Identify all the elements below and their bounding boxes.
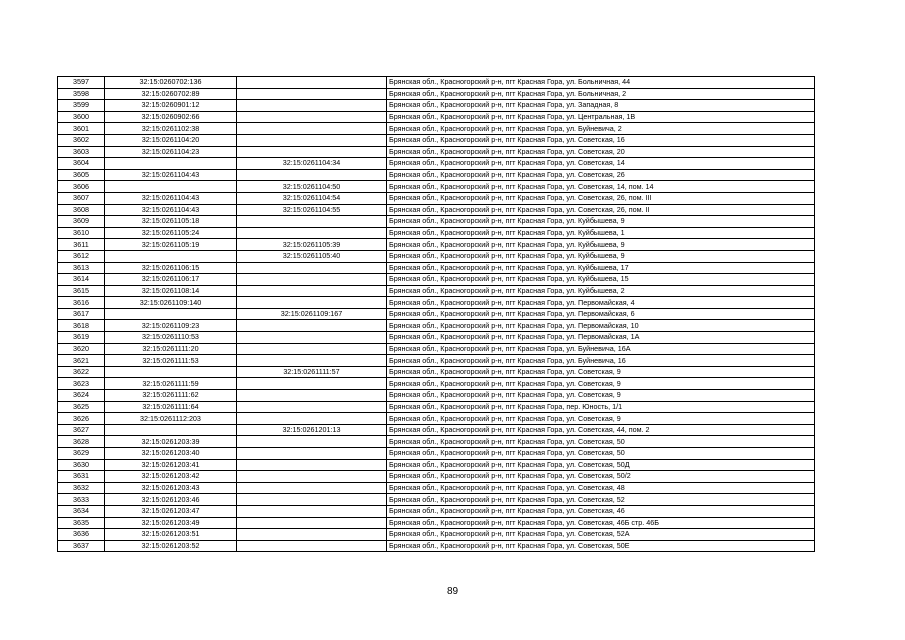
address-cell: Брянская обл., Красногорский р-н, пгт Красная Гора, ул. Буйневича, 2 [387, 123, 815, 135]
row-number-cell: 3631 [58, 471, 105, 483]
cadastral-number-cell: 32:15:0261108:14 [105, 285, 237, 297]
address-cell: Брянская обл., Красногорский р-н, пгт Красная Гора, ул. Западная, 8 [387, 100, 815, 112]
cadastral-number-cell: 32:15:0261203:47 [105, 505, 237, 517]
object-number-cell [237, 320, 387, 332]
table-row [58, 216, 815, 228]
table-row [58, 471, 815, 483]
cadastral-number-cell: 32:15:0261106:17 [105, 274, 237, 286]
cadastral-number-cell: 32:15:0261111:53 [105, 355, 237, 367]
address-cell: Брянская обл., Красногорский р-н, пгт Красная Гора, ул. Советская, 44, пом. 2 [387, 424, 815, 436]
address-cell: Брянская обл., Красногорский р-н, пгт Красная Гора, ул. Куйбышева, 15 [387, 274, 815, 286]
object-number-cell [237, 529, 387, 541]
object-number-cell [237, 88, 387, 100]
row-number-cell: 3622 [58, 366, 105, 378]
address-cell: Брянская обл., Красногорский р-н, пгт Красная Гора, ул. Советская, 26, пом. II [387, 204, 815, 216]
cadastral-number-cell [105, 308, 237, 320]
table-row [58, 123, 815, 135]
row-number-cell: 3619 [58, 332, 105, 344]
row-number-cell: 3626 [58, 413, 105, 425]
address-cell: Брянская обл., Красногорский р-н, пгт Красная Гора, пер. Юность, 1/1 [387, 401, 815, 413]
object-number-cell [237, 146, 387, 158]
address-cell: Брянская обл., Красногорский р-н, пгт Красная Гора, ул. Советская, 50 [387, 448, 815, 460]
address-cell: Брянская обл., Красногорский р-н, пгт Красная Гора, ул. Советская, 52А [387, 529, 815, 541]
row-number-cell: 3607 [58, 192, 105, 204]
object-number-cell [237, 505, 387, 517]
object-number-cell [237, 355, 387, 367]
row-number-cell: 3612 [58, 250, 105, 262]
row-number-cell: 3625 [58, 401, 105, 413]
table-row [58, 320, 815, 332]
row-number-cell: 3597 [58, 77, 105, 89]
object-number-cell [237, 216, 387, 228]
cadastral-number-cell: 32:15:0261104:43 [105, 204, 237, 216]
row-number-cell: 3604 [58, 158, 105, 170]
row-number-cell: 3617 [58, 308, 105, 320]
row-number-cell: 3637 [58, 540, 105, 552]
object-number-cell [237, 517, 387, 529]
row-number-cell: 3621 [58, 355, 105, 367]
row-number-cell: 3598 [58, 88, 105, 100]
cadastral-number-cell: 32:15:0261109:140 [105, 297, 237, 309]
object-number-cell [237, 540, 387, 552]
row-number-cell: 3636 [58, 529, 105, 541]
address-cell: Брянская обл., Красногорский р-н, пгт Красная Гора, ул. Больничная, 2 [387, 88, 815, 100]
cadastral-number-cell: 32:15:0260702:136 [105, 77, 237, 89]
address-cell: Брянская обл., Красногорский р-н, пгт Красная Гора, ул. Советская, 9 [387, 378, 815, 390]
address-cell: Брянская обл., Красногорский р-н, пгт Красная Гора, ул. Советская, 52 [387, 494, 815, 506]
address-cell: Брянская обл., Красногорский р-н, пгт Красная Гора, ул. Центральная, 1В [387, 111, 815, 123]
table-row [58, 459, 815, 471]
cadastral-number-cell: 32:15:0261203:51 [105, 529, 237, 541]
address-cell: Брянская обл., Красногорский р-н, пгт Красная Гора, ул. Буйневича, 16А [387, 343, 815, 355]
address-cell: Брянская обл., Красногорский р-н, пгт Красная Гора, ул. Первомайская, 6 [387, 308, 815, 320]
table-row [58, 134, 815, 146]
address-cell: Брянская обл., Красногорский р-н, пгт Красная Гора, ул. Куйбышева, 2 [387, 285, 815, 297]
table-row [58, 285, 815, 297]
row-number-cell: 3628 [58, 436, 105, 448]
cadastral-number-cell: 32:15:0261109:23 [105, 320, 237, 332]
table-row [58, 274, 815, 286]
object-number-cell: 32:15:0261201:13 [237, 424, 387, 436]
row-number-cell: 3635 [58, 517, 105, 529]
cadastral-number-cell: 32:15:0260702:89 [105, 88, 237, 100]
address-cell: Брянская обл., Красногорский р-н, пгт Красная Гора, ул. Советская, 9 [387, 366, 815, 378]
table-row [58, 366, 815, 378]
row-number-cell: 3627 [58, 424, 105, 436]
cadastral-number-cell: 32:15:0261112:203 [105, 413, 237, 425]
table-row [58, 204, 815, 216]
table-row [58, 111, 815, 123]
table-row [58, 378, 815, 390]
address-cell: Брянская обл., Красногорский р-н, пгт Красная Гора, ул. Советская, 46 [387, 505, 815, 517]
object-number-cell [237, 343, 387, 355]
row-number-cell: 3609 [58, 216, 105, 228]
row-number-cell: 3611 [58, 239, 105, 251]
address-cell: Брянская обл., Красногорский р-н, пгт Красная Гора, ул. Советская, 50Е [387, 540, 815, 552]
cadastral-number-cell: 32:15:0261106:15 [105, 262, 237, 274]
address-cell: Брянская обл., Красногорский р-н, пгт Красная Гора, ул. Советская, 46Б стр. 46Б [387, 517, 815, 529]
row-number-cell: 3605 [58, 169, 105, 181]
table-row [58, 482, 815, 494]
table-row [58, 355, 815, 367]
object-number-cell [237, 471, 387, 483]
table-row [58, 424, 815, 436]
cadastral-number-cell [105, 181, 237, 193]
cadastral-number-cell: 32:15:0261104:43 [105, 169, 237, 181]
table-row [58, 390, 815, 402]
table-row [58, 88, 815, 100]
object-number-cell [237, 401, 387, 413]
object-number-cell [237, 77, 387, 89]
object-number-cell: 32:15:0261111:57 [237, 366, 387, 378]
row-number-cell: 3613 [58, 262, 105, 274]
cadastral-number-cell: 32:15:0261203:43 [105, 482, 237, 494]
cadastral-number-cell [105, 424, 237, 436]
object-number-cell [237, 413, 387, 425]
cadastral-number-cell: 32:15:0261105:24 [105, 227, 237, 239]
object-number-cell [237, 448, 387, 460]
object-number-cell [237, 227, 387, 239]
cadastral-number-cell: 32:15:0261111:62 [105, 390, 237, 402]
object-number-cell [237, 285, 387, 297]
cadastral-table [57, 76, 815, 552]
cadastral-number-cell: 32:15:0261111:59 [105, 378, 237, 390]
row-number-cell: 3601 [58, 123, 105, 135]
row-number-cell: 3610 [58, 227, 105, 239]
cadastral-number-cell [105, 158, 237, 170]
row-number-cell: 3614 [58, 274, 105, 286]
object-number-cell [237, 459, 387, 471]
cadastral-number-cell: 32:15:0261111:64 [105, 401, 237, 413]
object-number-cell [237, 123, 387, 135]
row-number-cell: 3599 [58, 100, 105, 112]
address-cell: Брянская обл., Красногорский р-н, пгт Красная Гора, ул. Советская, 14 [387, 158, 815, 170]
table-row [58, 401, 815, 413]
object-number-cell [237, 100, 387, 112]
row-number-cell: 3623 [58, 378, 105, 390]
object-number-cell: 32:15:0261104:55 [237, 204, 387, 216]
page-number: 89 [446, 586, 459, 597]
cadastral-number-cell: 32:15:0261104:23 [105, 146, 237, 158]
address-cell: Брянская обл., Красногорский р-н, пгт Красная Гора, ул. Советская, 9 [387, 390, 815, 402]
table-row [58, 448, 815, 460]
cadastral-number-cell: 32:15:0261104:20 [105, 134, 237, 146]
address-cell: Брянская обл., Красногорский р-н, пгт Красная Гора, ул. Больничная, 44 [387, 77, 815, 89]
table-row [58, 100, 815, 112]
object-number-cell [237, 274, 387, 286]
object-number-cell: 32:15:0261105:40 [237, 250, 387, 262]
object-number-cell: 32:15:0261104:50 [237, 181, 387, 193]
row-number-cell: 3608 [58, 204, 105, 216]
address-cell: Брянская обл., Красногорский р-н, пгт Красная Гора, ул. Куйбышева, 9 [387, 239, 815, 251]
row-number-cell: 3620 [58, 343, 105, 355]
table-row [58, 146, 815, 158]
object-number-cell [237, 297, 387, 309]
address-cell: Брянская обл., Красногорский р-н, пгт Красная Гора, ул. Советская, 26, пом. III [387, 192, 815, 204]
cadastral-number-cell: 32:15:0260901:12 [105, 100, 237, 112]
row-number-cell: 3634 [58, 505, 105, 517]
table-row [58, 77, 815, 89]
table-row [58, 529, 815, 541]
object-number-cell [237, 494, 387, 506]
cadastral-number-cell: 32:15:0261203:41 [105, 459, 237, 471]
row-number-cell: 3630 [58, 459, 105, 471]
address-cell: Брянская обл., Красногорский р-н, пгт Красная Гора, ул. Советская, 50 [387, 436, 815, 448]
row-number-cell: 3602 [58, 134, 105, 146]
object-number-cell [237, 262, 387, 274]
cadastral-number-cell: 32:15:0261203:40 [105, 448, 237, 460]
address-cell: Брянская обл., Красногорский р-н, пгт Красная Гора, ул. Советская, 9 [387, 413, 815, 425]
table-row [58, 192, 815, 204]
table-row [58, 158, 815, 170]
table-row [58, 227, 815, 239]
address-cell: Брянская обл., Красногорский р-н, пгт Красная Гора, ул. Первомайская, 1А [387, 332, 815, 344]
address-cell: Брянская обл., Красногорский р-н, пгт Красная Гора, ул. Советская, 48 [387, 482, 815, 494]
address-cell: Брянская обл., Красногорский р-н, пгт Красная Гора, ул. Куйбышева, 17 [387, 262, 815, 274]
table-row [58, 343, 815, 355]
cadastral-number-cell: 32:15:0261203:49 [105, 517, 237, 529]
table-row [58, 494, 815, 506]
cadastral-number-cell [105, 250, 237, 262]
object-number-cell: 32:15:0261105:39 [237, 239, 387, 251]
table-row [58, 239, 815, 251]
table-row [58, 297, 815, 309]
object-number-cell [237, 134, 387, 146]
cadastral-number-cell [105, 366, 237, 378]
table-row [58, 517, 815, 529]
object-number-cell [237, 482, 387, 494]
cadastral-number-cell: 32:15:0261203:39 [105, 436, 237, 448]
cadastral-number-cell: 32:15:0261111:20 [105, 343, 237, 355]
object-number-cell [237, 332, 387, 344]
table-row [58, 262, 815, 274]
row-number-cell: 3603 [58, 146, 105, 158]
object-number-cell: 32:15:0261104:54 [237, 192, 387, 204]
address-cell: Брянская обл., Красногорский р-н, пгт Красная Гора, ул. Куйбышева, 1 [387, 227, 815, 239]
table-row [58, 181, 815, 193]
object-number-cell [237, 436, 387, 448]
cadastral-number-cell: 32:15:0261203:52 [105, 540, 237, 552]
object-number-cell: 32:15:0261109:167 [237, 308, 387, 320]
cadastral-number-cell: 32:15:0261110:53 [105, 332, 237, 344]
cadastral-number-cell: 32:15:0261105:18 [105, 216, 237, 228]
cadastral-number-cell: 32:15:0261105:19 [105, 239, 237, 251]
cadastral-number-cell: 32:15:0261203:42 [105, 471, 237, 483]
address-cell: Брянская обл., Красногорский р-н, пгт Красная Гора, ул. Советская, 20 [387, 146, 815, 158]
table-row [58, 169, 815, 181]
address-cell: Брянская обл., Красногорский р-н, пгт Красная Гора, ул. Советская, 14, пом. 14 [387, 181, 815, 193]
row-number-cell: 3600 [58, 111, 105, 123]
address-cell: Брянская обл., Красногорский р-н, пгт Красная Гора, ул. Первомайская, 4 [387, 297, 815, 309]
row-number-cell: 3633 [58, 494, 105, 506]
row-number-cell: 3624 [58, 390, 105, 402]
row-number-cell: 3606 [58, 181, 105, 193]
address-cell: Брянская обл., Красногорский р-н, пгт Красная Гора, ул. Советская, 50Д [387, 459, 815, 471]
address-cell: Брянская обл., Красногорский р-н, пгт Красная Гора, ул. Куйбышева, 9 [387, 216, 815, 228]
table-row [58, 308, 815, 320]
address-cell: Брянская обл., Красногорский р-н, пгт Красная Гора, ул. Советская, 26 [387, 169, 815, 181]
table-row [58, 436, 815, 448]
row-number-cell: 3615 [58, 285, 105, 297]
table-row [58, 250, 815, 262]
address-cell: Брянская обл., Красногорский р-н, пгт Красная Гора, ул. Первомайская, 10 [387, 320, 815, 332]
table-row [58, 505, 815, 517]
address-cell: Брянская обл., Красногорский р-н, пгт Красная Гора, ул. Советская, 16 [387, 134, 815, 146]
object-number-cell [237, 378, 387, 390]
row-number-cell: 3616 [58, 297, 105, 309]
address-cell: Брянская обл., Красногорский р-н, пгт Красная Гора, ул. Куйбышева, 9 [387, 250, 815, 262]
row-number-cell: 3629 [58, 448, 105, 460]
row-number-cell: 3618 [58, 320, 105, 332]
address-cell: Брянская обл., Красногорский р-н, пгт Красная Гора, ул. Советская, 50/2 [387, 471, 815, 483]
row-number-cell: 3632 [58, 482, 105, 494]
cadastral-number-cell: 32:15:0260902:66 [105, 111, 237, 123]
table-row [58, 413, 815, 425]
object-number-cell: 32:15:0261104:34 [237, 158, 387, 170]
table-body [58, 77, 815, 552]
table-row [58, 540, 815, 552]
object-number-cell [237, 111, 387, 123]
cadastral-number-cell: 32:15:0261203:46 [105, 494, 237, 506]
object-number-cell [237, 390, 387, 402]
table-row [58, 332, 815, 344]
object-number-cell [237, 169, 387, 181]
address-cell: Брянская обл., Красногорский р-н, пгт Красная Гора, ул. Буйневича, 16 [387, 355, 815, 367]
cadastral-number-cell: 32:15:0261102:38 [105, 123, 237, 135]
cadastral-number-cell: 32:15:0261104:43 [105, 192, 237, 204]
